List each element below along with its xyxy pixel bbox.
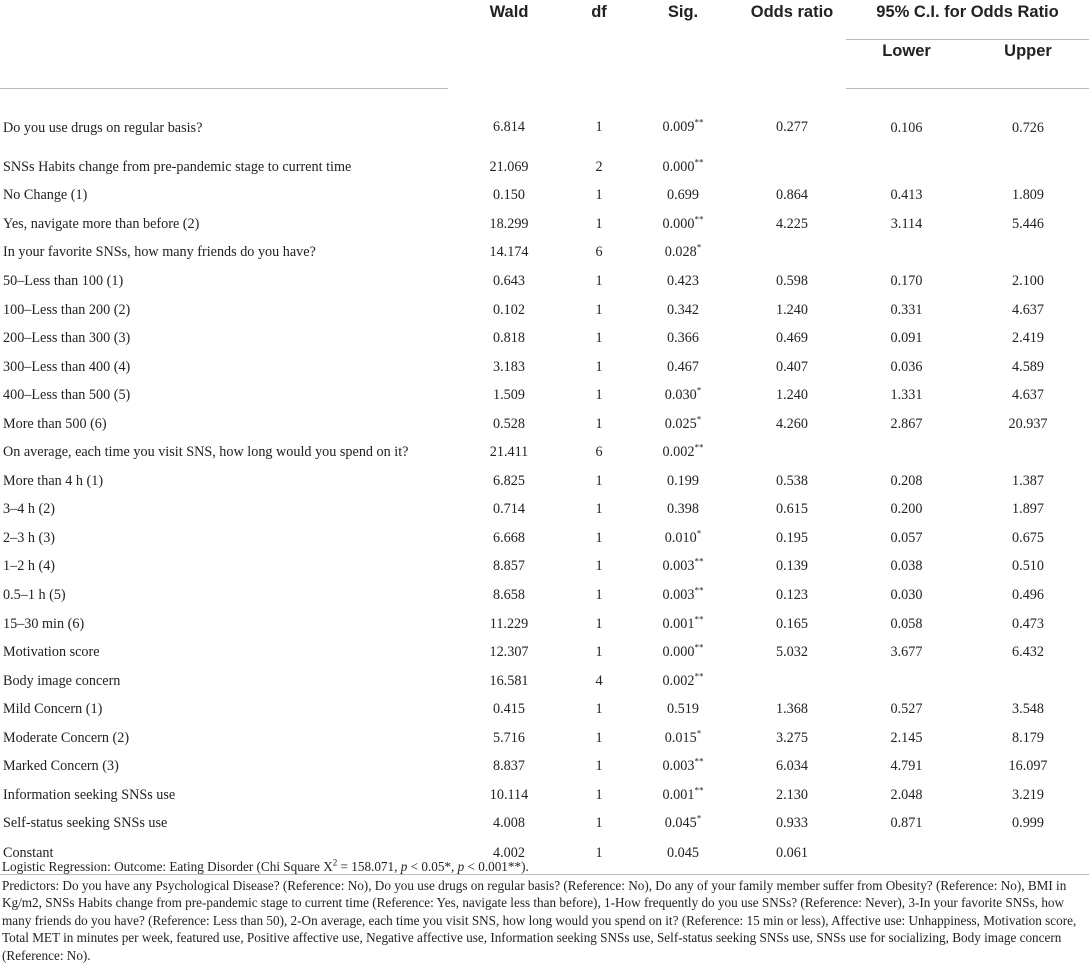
significance-marker: ** <box>694 670 704 681</box>
cell-lower: 0.091 <box>890 330 923 347</box>
cell-upper: 0.675 <box>1012 529 1044 546</box>
cell-sig: 0.009** <box>662 117 704 136</box>
row-label: 200–Less than 300 (3) <box>3 330 131 347</box>
cell-sig: 0.001** <box>662 785 704 803</box>
cell-sig: 0.002** <box>662 670 704 689</box>
table-row <box>0 524 1089 553</box>
cell-sig: 0.000** <box>662 214 704 232</box>
table-row <box>0 610 1089 639</box>
cell-sig: 0.003** <box>662 756 704 775</box>
note-model-mid: = 158.071, <box>337 859 401 874</box>
cell-odds-ratio: 6.034 <box>776 758 808 775</box>
row-label: Self-status seeking SNSs use <box>3 815 168 832</box>
table-row <box>0 296 1089 325</box>
cell-upper: 6.432 <box>1012 644 1044 661</box>
significance-marker: * <box>696 813 702 824</box>
cell-odds-ratio: 1.240 <box>776 387 808 404</box>
significance-marker: ** <box>694 214 704 225</box>
cell-upper: 3.548 <box>1012 701 1044 718</box>
cell-upper: 1.897 <box>1012 501 1044 518</box>
significance-marker: ** <box>694 785 704 796</box>
cell-sig: 0.045* <box>664 813 702 832</box>
cell-upper: 0.999 <box>1012 815 1044 832</box>
row-label: In your favorite SNSs, how many friends do you have? <box>3 244 316 261</box>
cell-upper: 0.510 <box>1012 558 1044 575</box>
row-label: Mild Concern (1) <box>3 701 103 718</box>
row-label: 15–30 min (6) <box>3 615 85 632</box>
row-label: 300–Less than 400 (4) <box>3 358 131 375</box>
table-body <box>0 89 1089 875</box>
significance-marker: ** <box>694 756 704 767</box>
cell-sig: 0.028* <box>664 242 702 261</box>
cell-lower: 0.058 <box>890 615 923 632</box>
cell-df: 1 <box>595 358 603 375</box>
cell-upper <box>967 667 1089 696</box>
table-row <box>0 239 1089 268</box>
cell-df: 4 <box>595 672 603 689</box>
cell-df: 1 <box>595 786 603 803</box>
table-notes <box>2 858 1086 965</box>
cell-sig: 0.030* <box>664 385 702 404</box>
cell-upper <box>967 438 1089 467</box>
cell-upper: 1.809 <box>1012 187 1044 204</box>
cell-sig: 0.342 <box>667 301 699 318</box>
cell-sig: 0.001** <box>662 613 704 632</box>
cell-wald: 4.008 <box>493 815 525 832</box>
table-row <box>0 182 1089 211</box>
cell-lower <box>846 239 967 268</box>
cell-lower: 0.057 <box>890 529 923 546</box>
cell-wald: 0.714 <box>493 501 525 518</box>
significance-marker: * <box>696 528 702 539</box>
note-p-value-1: < 0.05*, <box>407 859 458 874</box>
cell-odds-ratio: 0.864 <box>776 187 808 204</box>
row-label: Motivation score <box>3 644 100 661</box>
cell-lower: 0.036 <box>890 358 923 375</box>
cell-df: 1 <box>595 815 603 832</box>
cell-odds-ratio: 1.368 <box>776 701 808 718</box>
cell-lower: 0.038 <box>890 558 923 575</box>
cell-odds-ratio: 0.407 <box>776 358 808 375</box>
cell-odds-ratio: 4.225 <box>776 215 808 232</box>
cell-wald: 16.581 <box>489 672 529 689</box>
cell-df: 1 <box>595 119 603 136</box>
cell-sig: 0.025* <box>664 413 702 432</box>
cell-df: 1 <box>595 844 603 861</box>
cell-odds-ratio <box>738 667 846 696</box>
table-row <box>0 810 1089 839</box>
cell-wald: 1.509 <box>493 387 525 404</box>
cell-odds-ratio: 0.538 <box>776 472 808 489</box>
table-row <box>0 496 1089 525</box>
cell-odds-ratio: 5.032 <box>776 644 808 661</box>
note-predictors: Predictors: Do you have any Psychological Disease? (Reference: No), Do you use drugs on regular basis? (Reference: No), Do any of your family member suffer from Obesity? (Reference: No), BMI in Kg/m2, SNSs Habits change from pre-pandemic stage to current time (Reference: Yes, navigate less than before), 1-How frequently do you use SNSs? (Reference: Never), 3-In your favorite SNSs, how many friends do you have? (Reference: Less than 50), 2-On average, each time you visit SNS, how long would you spend on it? (Reference: 15 min or less), Affective use: Unhappiness, Motivation score, Total MET in minutes per week, featured use, Positive affective use, Negative affective use, Information seeking SNSs use, Self-status seeking SNSs use, SNSs use for socializing, Body image concern (Reference: No). <box>2 877 1077 963</box>
row-label: 2–3 h (3) <box>3 529 56 546</box>
cell-sig: 0.699 <box>667 187 699 204</box>
significance-marker: * <box>696 242 702 253</box>
cell-df: 1 <box>595 558 603 575</box>
cell-df: 2 <box>595 158 603 175</box>
cell-odds-ratio: 0.061 <box>776 844 808 861</box>
cell-wald: 6.668 <box>493 529 525 546</box>
cell-lower: 3.677 <box>890 644 923 661</box>
cell-wald: 0.643 <box>493 272 525 289</box>
row-label: Constant <box>3 844 54 861</box>
cell-sig: 0.467 <box>667 358 699 375</box>
cell-odds-ratio: 0.195 <box>776 529 808 546</box>
note-model-prefix: Logistic Regression: Outcome: Eating Disorder (Chi Square X <box>2 859 333 874</box>
table-row <box>0 153 1089 182</box>
row-label: More than 4 h (1) <box>3 472 104 489</box>
header-wald: Wald <box>489 3 529 21</box>
cell-sig: 0.519 <box>667 701 699 718</box>
cell-wald: 0.102 <box>493 301 525 318</box>
cell-lower: 4.791 <box>890 758 923 775</box>
cell-sig: 0.045 <box>667 844 699 861</box>
table-row <box>0 324 1089 353</box>
row-label: 400–Less than 500 (5) <box>3 387 131 404</box>
row-label: Marked Concern (3) <box>3 758 119 775</box>
cell-lower <box>846 667 967 696</box>
row-label: Moderate Concern (2) <box>3 729 130 746</box>
cell-df: 1 <box>595 501 603 518</box>
note-model <box>2 858 1086 876</box>
row-label: No Change (1) <box>3 187 88 204</box>
cell-odds-ratio: 0.277 <box>776 119 808 136</box>
cell-upper: 0.496 <box>1012 586 1044 603</box>
cell-odds-ratio: 0.469 <box>776 330 808 347</box>
table-header <box>0 0 1089 89</box>
cell-wald: 14.174 <box>489 244 529 261</box>
cell-df: 1 <box>595 729 603 746</box>
cell-odds-ratio: 2.130 <box>776 786 808 803</box>
cell-lower: 0.331 <box>890 301 923 318</box>
cell-df: 1 <box>595 472 603 489</box>
cell-lower: 0.106 <box>890 119 923 136</box>
significance-marker: ** <box>694 642 704 653</box>
table-row <box>0 89 1089 154</box>
cell-df: 1 <box>595 215 603 232</box>
cell-df: 6 <box>595 444 603 461</box>
cell-sig: 0.199 <box>667 472 699 489</box>
cell-odds-ratio: 1.240 <box>776 301 808 318</box>
significance-marker: ** <box>694 556 704 567</box>
note-p-symbol-1: p <box>400 859 408 874</box>
cell-sig: 0.003** <box>662 556 704 575</box>
cell-odds-ratio: 0.165 <box>776 615 808 632</box>
header-df: df <box>591 3 607 21</box>
row-label: 50–Less than 100 (1) <box>3 272 124 289</box>
cell-lower <box>846 153 967 182</box>
header-odds-ratio: Odds ratio <box>750 3 834 21</box>
cell-sig: 0.010* <box>664 528 702 546</box>
row-label: 1–2 h (4) <box>3 558 56 575</box>
cell-sig: 0.366 <box>667 330 699 347</box>
significance-marker: ** <box>694 157 704 168</box>
significance-marker: * <box>696 727 702 738</box>
header-ci: 95% C.I. for Odds Ratio <box>846 0 1089 40</box>
table-row <box>0 695 1089 724</box>
cell-df: 1 <box>595 758 603 775</box>
header-lower: Lower <box>846 40 967 89</box>
row-label: Body image concern <box>3 672 121 689</box>
cell-upper: 5.446 <box>1012 215 1044 232</box>
table-row <box>0 724 1089 753</box>
cell-lower: 3.114 <box>890 215 923 232</box>
cell-wald: 6.825 <box>493 472 525 489</box>
cell-upper: 4.589 <box>1012 358 1044 375</box>
cell-wald: 0.415 <box>493 701 525 718</box>
cell-lower: 0.413 <box>890 187 923 204</box>
table-row <box>0 638 1089 667</box>
cell-wald: 11.229 <box>489 615 529 632</box>
header-upper: Upper <box>967 40 1089 89</box>
header-sig: Sig. <box>667 3 699 21</box>
cell-wald: 6.814 <box>493 119 525 136</box>
note-p-symbol-2: p <box>457 859 465 874</box>
significance-marker: ** <box>694 585 704 596</box>
significance-marker: ** <box>694 442 704 453</box>
cell-odds-ratio: 0.615 <box>776 501 808 518</box>
cell-lower: 0.527 <box>890 701 923 718</box>
cell-wald: 12.307 <box>489 644 529 661</box>
cell-df: 1 <box>595 415 603 432</box>
row-label: 100–Less than 200 (2) <box>3 301 131 318</box>
table-row <box>0 581 1089 610</box>
cell-lower: 2.145 <box>890 729 923 746</box>
cell-upper <box>967 239 1089 268</box>
cell-odds-ratio <box>738 438 846 467</box>
note-model-sup: 2 <box>332 857 338 868</box>
significance-marker: ** <box>694 613 704 624</box>
row-label: More than 500 (6) <box>3 415 107 432</box>
row-label: On average, each time you visit SNS, how long would you spend on it? <box>3 444 409 461</box>
cell-odds-ratio: 4.260 <box>776 415 808 432</box>
cell-df: 1 <box>595 529 603 546</box>
cell-df: 1 <box>595 330 603 347</box>
cell-upper: 4.637 <box>1012 301 1044 318</box>
cell-lower: 0.200 <box>890 501 923 518</box>
row-label: Information seeking SNSs use <box>3 786 176 803</box>
cell-wald: 8.837 <box>493 758 525 775</box>
cell-df: 1 <box>595 387 603 404</box>
cell-sig: 0.000** <box>662 642 704 661</box>
cell-wald: 21.069 <box>489 158 529 175</box>
cell-upper: 3.219 <box>1012 786 1044 803</box>
cell-df: 1 <box>595 701 603 718</box>
cell-lower: 0.871 <box>890 815 923 832</box>
cell-upper: 0.473 <box>1012 615 1044 632</box>
cell-df: 1 <box>595 586 603 603</box>
cell-sig: 0.015* <box>664 727 702 746</box>
cell-wald: 8.658 <box>493 586 525 603</box>
cell-wald: 18.299 <box>489 215 529 232</box>
cell-sig: 0.003** <box>662 585 704 603</box>
table-row <box>0 438 1089 467</box>
table-row <box>0 781 1089 810</box>
cell-odds-ratio <box>738 153 846 182</box>
cell-wald: 5.716 <box>493 729 525 746</box>
cell-upper: 16.097 <box>1008 758 1048 775</box>
cell-lower: 0.208 <box>890 472 923 489</box>
cell-lower: 2.867 <box>890 415 923 432</box>
cell-df: 1 <box>595 615 603 632</box>
cell-odds-ratio: 0.933 <box>776 815 808 832</box>
cell-odds-ratio: 0.598 <box>776 272 808 289</box>
row-label: 0.5–1 h (5) <box>3 586 66 603</box>
cell-wald: 3.183 <box>493 358 525 375</box>
cell-wald: 4.002 <box>493 844 525 861</box>
cell-df: 1 <box>595 272 603 289</box>
table-row <box>0 553 1089 582</box>
cell-upper: 4.637 <box>1012 387 1044 404</box>
table-row <box>0 210 1089 239</box>
cell-df: 6 <box>595 244 603 261</box>
cell-df: 1 <box>595 301 603 318</box>
table-row <box>0 667 1089 696</box>
row-label: Do you use drugs on regular basis? <box>3 119 203 136</box>
table-row <box>0 410 1089 439</box>
header-empty <box>0 0 448 40</box>
significance-marker: ** <box>694 117 704 128</box>
cell-odds-ratio: 3.275 <box>776 729 808 746</box>
cell-upper: 20.937 <box>1008 415 1048 432</box>
cell-df: 1 <box>595 644 603 661</box>
cell-odds-ratio: 0.139 <box>776 558 808 575</box>
cell-wald: 0.150 <box>493 187 525 204</box>
cell-upper: 1.387 <box>1012 472 1044 489</box>
cell-lower: 2.048 <box>890 786 923 803</box>
header-empty-2 <box>0 40 448 89</box>
cell-sig: 0.398 <box>667 501 699 518</box>
cell-upper: 0.726 <box>1012 119 1044 136</box>
row-label: 3–4 h (2) <box>3 501 56 518</box>
cell-wald: 8.857 <box>493 558 525 575</box>
cell-lower: 0.170 <box>890 272 923 289</box>
significance-marker: * <box>696 385 702 396</box>
cell-df: 1 <box>595 187 603 204</box>
table-row <box>0 467 1089 496</box>
table-row <box>0 267 1089 296</box>
cell-upper: 2.100 <box>1012 272 1044 289</box>
row-label: Yes, navigate more than before (2) <box>3 215 200 232</box>
cell-wald: 0.528 <box>493 415 525 432</box>
cell-lower <box>846 438 967 467</box>
cell-sig: 0.002** <box>662 442 704 461</box>
table-row <box>0 381 1089 410</box>
cell-lower: 0.030 <box>890 586 923 603</box>
cell-odds-ratio: 0.123 <box>776 586 808 603</box>
cell-upper: 8.179 <box>1012 729 1044 746</box>
table-row <box>0 752 1089 781</box>
cell-upper <box>967 153 1089 182</box>
cell-lower: 1.331 <box>890 387 923 404</box>
cell-odds-ratio <box>738 239 846 268</box>
cell-wald: 10.114 <box>489 786 529 803</box>
cell-wald: 0.818 <box>493 330 525 347</box>
cell-sig: 0.000** <box>662 157 704 175</box>
note-p-value-2: < 0.001**). <box>464 859 529 874</box>
cell-wald: 21.411 <box>489 444 529 461</box>
significance-marker: * <box>696 413 702 424</box>
row-label: SNSs Habits change from pre-pandemic stage to current time <box>3 158 352 175</box>
cell-sig: 0.423 <box>667 272 699 289</box>
cell-upper: 2.419 <box>1012 330 1044 347</box>
table-row <box>0 353 1089 382</box>
